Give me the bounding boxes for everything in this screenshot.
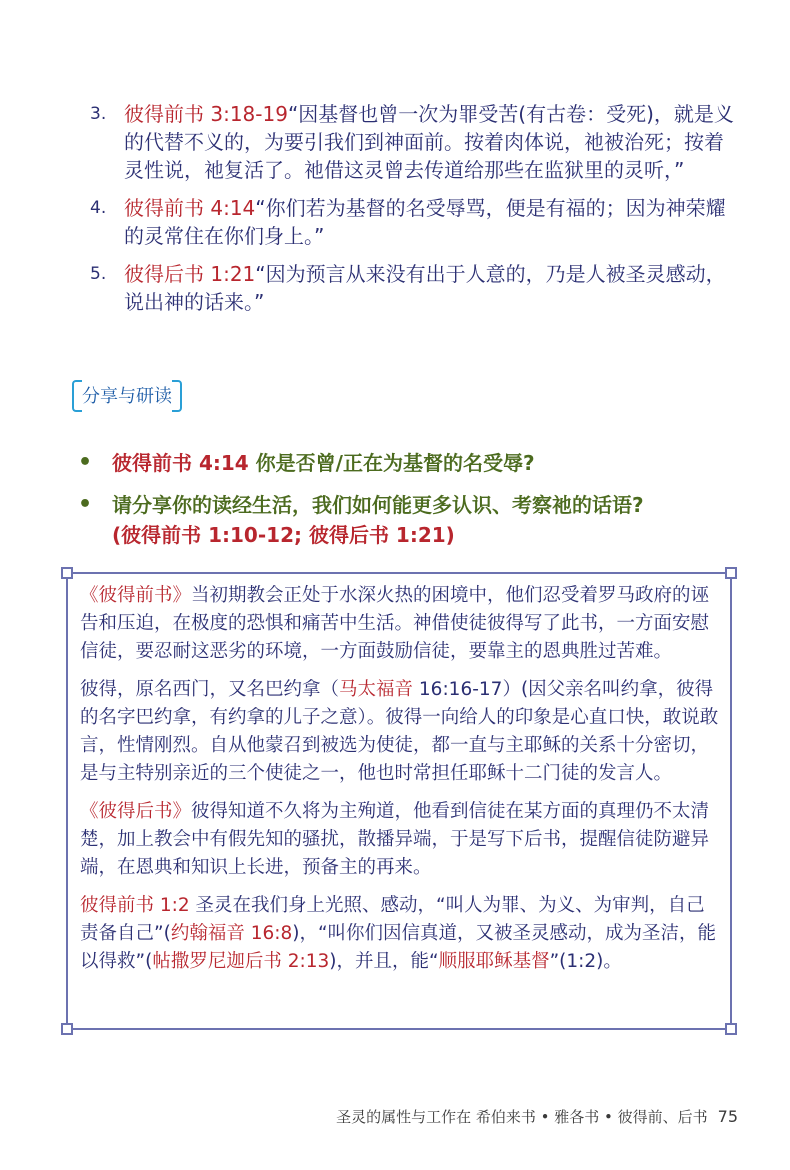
verse-number: 5. <box>90 264 107 284</box>
paragraph-text: 圣灵在我们身上光照、感动，“叫人为罪、为义、为审判，自己责备自己”( <box>80 895 705 944</box>
verse-text: “你们若为基督的名受辱骂，便是有福的；因为神荣耀的灵常住在你们身上。” <box>124 196 726 248</box>
frame-corner-ornament <box>725 567 737 579</box>
bullet-icon: • <box>78 492 93 517</box>
verse-number: 4. <box>90 198 107 218</box>
box-paragraph <box>80 582 720 666</box>
verse-text: “因基督也曾一次为罪受苦(有古卷：受死)，就是义的代替不义的，为要引我们到神面前。按着肉体说，祂被治死；按着灵性说，祂复活了。祂借这灵曾去传道给那些在监狱里的灵听，” <box>124 102 734 182</box>
tag-right-bracket <box>172 380 182 412</box>
box-content <box>80 582 720 986</box>
page-footer <box>336 1106 738 1127</box>
inline-reference: 彼得前书 1:2 <box>80 895 190 916</box>
paragraph-text: )，并且，能“ <box>329 951 439 972</box>
verse-item <box>90 100 740 184</box>
question-reference: 彼得前书 1:10-12 <box>121 523 294 547</box>
inline-reference: 帖撒罗尼迦后书 2:13 <box>152 951 330 972</box>
verse-number: 3. <box>90 104 107 124</box>
verse-reference: 彼得后书 1:21 <box>124 262 256 286</box>
paragraph-text: 彼得知道不久将为主殉道，他看到信徒在某方面的真理仍不太清楚，加上教会中有假先知的骚扰，散播异端，于是写下后书，提醒信徒防避异端，在恩典和知识上长进，预备主的再来。 <box>80 801 710 878</box>
verse-item <box>90 194 740 250</box>
verse-list <box>90 100 740 326</box>
question-text: 请分享你的读经生活，我们如何能更多认识、考察祂的话语? <box>112 493 644 517</box>
frame-corner-ornament <box>61 1023 73 1035</box>
paragraph-text: )，“叫你们因信真道，又被圣灵感动，成为圣洁，能以得救”( <box>80 923 717 972</box>
bullet-icon: • <box>78 450 93 475</box>
inline-reference: 约翰福音 16:8 <box>170 923 293 944</box>
frame-corner-ornament <box>725 1023 737 1035</box>
verse-text: “因为预言从来没有出于人意的，乃是人被圣灵感动，说出神的话来。” <box>124 262 726 314</box>
verse-reference: 彼得前书 3:18-19 <box>124 102 288 126</box>
question-text-block <box>112 490 644 550</box>
background-info-box <box>66 572 732 1030</box>
box-paragraph <box>80 676 720 788</box>
inline-reference: 顺服耶稣基督 <box>438 951 550 972</box>
paren-open: ( <box>112 523 122 547</box>
verse-text-block <box>124 194 740 250</box>
question-text-block <box>112 448 535 478</box>
question-item <box>78 490 758 550</box>
verse-text-block <box>124 100 740 184</box>
separator: ; <box>293 523 309 547</box>
discussion-questions <box>78 448 758 562</box>
share-section-tag <box>72 380 182 410</box>
book-title: 《彼得后书》 <box>80 801 192 822</box>
box-paragraph <box>80 798 720 882</box>
box-paragraph <box>80 892 720 976</box>
paren-close: ) <box>445 523 455 547</box>
verse-item <box>90 260 740 316</box>
frame-corner-ornament <box>61 567 73 579</box>
question-item <box>78 448 758 478</box>
question-text: 你是否曾/正在为基督的名受辱? <box>248 451 535 475</box>
question-reference: 彼得前书 4:14 <box>112 451 249 475</box>
share-section-title: 分享与研读 <box>82 386 172 407</box>
question-reference: 彼得后书 1:21 <box>308 523 446 547</box>
tag-left-bracket <box>72 380 82 412</box>
paragraph-text: ”(1:2)。 <box>549 951 622 972</box>
paragraph-text: 彼得，原名西门，又名巴约拿（ <box>80 679 340 700</box>
verse-text-block <box>124 260 740 316</box>
verse-reference: 彼得前书 4:14 <box>124 196 256 220</box>
page-number: 75 <box>717 1107 738 1126</box>
footer-title: 圣灵的属性与工作在 希伯来书 • 雅各书 • 彼得前、后书 <box>336 1108 708 1126</box>
paragraph-text: 16:16-17）(因父亲名叫约拿，彼得的名字巴约拿，有约拿的儿子之意）。彼得一向给人的印象是心直口快，敢说敢言，性情刚烈。自从他蒙召到被选为使徒，都一直与主耶稣的关系十分密切，是与主特别亲近的三个使徒之一，他也时常担任耶稣十二门徒的发言人。 <box>80 679 719 784</box>
inline-reference: 马太福音 <box>339 679 414 700</box>
book-title: 《彼得前书》 <box>80 585 192 606</box>
paragraph-text: 当初期教会正处于水深火热的困境中，他们忍受着罗马政府的诬告和压迫，在极度的恐惧和痛苦中生活。神借使徒彼得写了此书，一方面安慰信徒，要忍耐这恶劣的环境，一方面鼓励信徒，要靠主的恩典胜过苦难。 <box>80 585 710 662</box>
